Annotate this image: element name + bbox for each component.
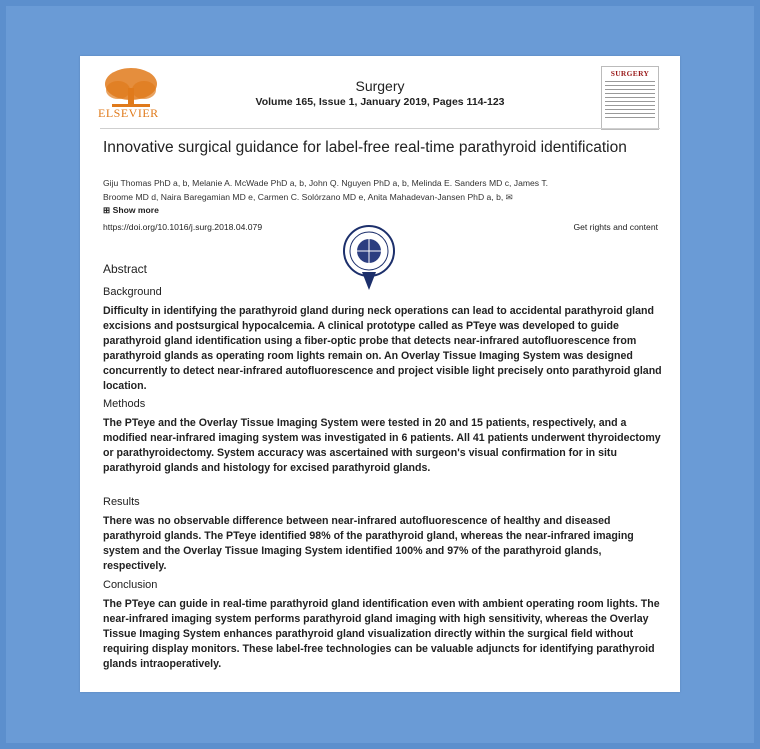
methods-heading: Methods [103, 398, 146, 410]
cover-title: SURGERY [610, 69, 650, 78]
publisher-wordmark[interactable]: ELSEVIER [98, 106, 159, 120]
conclusion-heading: Conclusion [103, 579, 158, 591]
doi-link[interactable]: https://doi.org/10.1016/j.surg.2018.04.079 [103, 222, 263, 232]
email-icon[interactable]: ✉ [505, 192, 513, 202]
conclusion-section [103, 579, 663, 672]
results-text: There was no observable difference between near-infrared autofluorescence of healthy and diseased parathyroid glands. The PTeye identified 98% of the parathyroid gland, whereas the near-infrared imaging system and the Overlay Tissue Imaging System identified 100% and 97% of the parathyroid glands, respectively. [103, 515, 634, 572]
rights-link[interactable]: Get rights and content [573, 222, 658, 232]
methods-text: The PTeye and the Overlay Tissue Imaging System were tested in 20 and 15 patients, respectively, and a modified near-infrared imaging system was investigated in 6 patients. All 41 patients underwent thyroidectomy or parathyroidectomy. System accuracy was ascertained with surgeon's visual confirmation for in situ parathyroid glands and histology for excised parathyroid glands. [103, 417, 661, 474]
author-list [103, 176, 663, 204]
background-heading: Background [103, 286, 162, 298]
journal-citation[interactable]: Volume 165, Issue 1, January 2019, Pages 114-123 [255, 96, 505, 108]
cover-text-lines [605, 81, 655, 118]
results-section [103, 496, 663, 574]
journal-name[interactable]: Surgery [355, 78, 405, 94]
article-page [80, 56, 680, 692]
author-line-1[interactable]: Giju Thomas PhD a, b, Melanie A. McWade PhD a, b, John Q. Nguyen PhD a, b, Melinda E. Sanders MD c, James T. [103, 178, 549, 188]
journal-cover-thumbnail[interactable] [601, 66, 659, 130]
background-text: Difficulty in identifying the parathyroid gland during neck operations can lead to accidental parathyroid gland excisions and postsurgical hypocalcemia. A clinical prototype called as PTeye was developed to guide parathyroid gland identification using a fiber-optic probe that detects near-infrared autofluorescence from parathyroid glands as operating room lights remain on. An Overlay Tissue Imaging System was designed concurrently to detect near-infrared autofluorescence and project visible light precisely onto parathyroid gland location. [103, 305, 662, 392]
show-more-toggle[interactable] [103, 205, 159, 216]
conclusion-text: The PTeye can guide in real-time parathyroid gland identification even with ambient operating room lights. The near-infrared imaging system performs parathyroid gland imaging with high sensitivity, whereas the Overlay Tissue Imaging System enhances parathyroid gland visualization directly within the surgical field without requiring display monitors. These label-free technologies can be valuable adjuncts for identifying parathyroid glands intraoperatively. [103, 598, 660, 670]
author-line-2[interactable] [103, 190, 663, 204]
results-heading: Results [103, 496, 140, 508]
header-divider [100, 128, 660, 129]
article-title: Innovative surgical guidance for label-free real-time parathyroid identification [103, 139, 627, 156]
background-section [103, 286, 663, 394]
methods-section [103, 398, 663, 476]
show-more-label: Show more [112, 205, 159, 215]
author-line-2-text[interactable]: Broome MD d, Naira Baregamian MD e, Carmen C. Solórzano MD e, Anita Mahadevan-Jansen PhD a, b, [103, 192, 504, 202]
plus-box-icon: ⊞ [103, 205, 111, 215]
abstract-heading: Abstract [103, 262, 148, 276]
society-seal-icon [342, 224, 396, 294]
